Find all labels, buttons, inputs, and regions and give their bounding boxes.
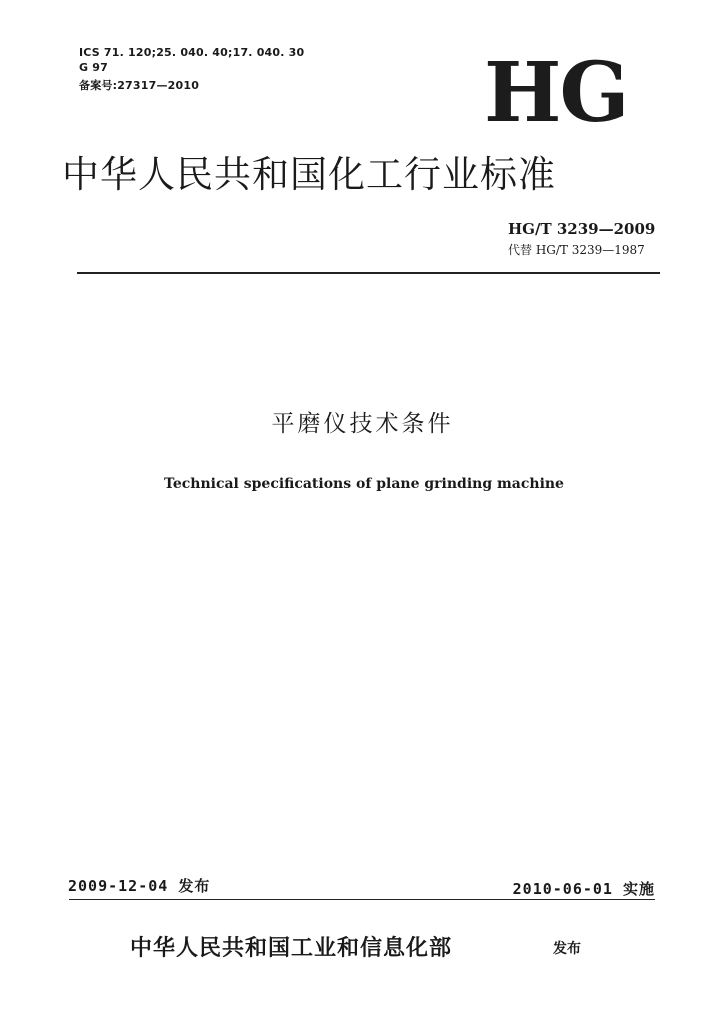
publish-label: 发布 [553, 941, 581, 957]
issue-date: 2009-12-04 发布 [68, 877, 211, 895]
ics-code: ICS 71. 120;25. 040. 40;17. 040. 30 [79, 46, 305, 59]
filing-number: 备案号:27317—2010 [79, 79, 200, 92]
footer-divider [69, 899, 655, 900]
document-title-en: Technical specifications of plane grinding machine [164, 476, 564, 492]
publisher-name: 中华人民共和国工业和信息化部 [130, 935, 453, 961]
hg-logo: HG [484, 45, 628, 141]
standard-number: HG/T 3239—2009 [508, 220, 656, 238]
header-divider [77, 272, 660, 274]
document-title-zh: 平磨仪技术条件 [271, 411, 454, 437]
implementation-date: 2010-06-01 实施 [512, 880, 655, 898]
replaces-standard: 代替 HG/T 3239—1987 [508, 243, 645, 257]
classification-code: G 97 [79, 61, 108, 74]
standard-category-title: 中华人民共和国化工行业标准 [62, 153, 556, 196]
